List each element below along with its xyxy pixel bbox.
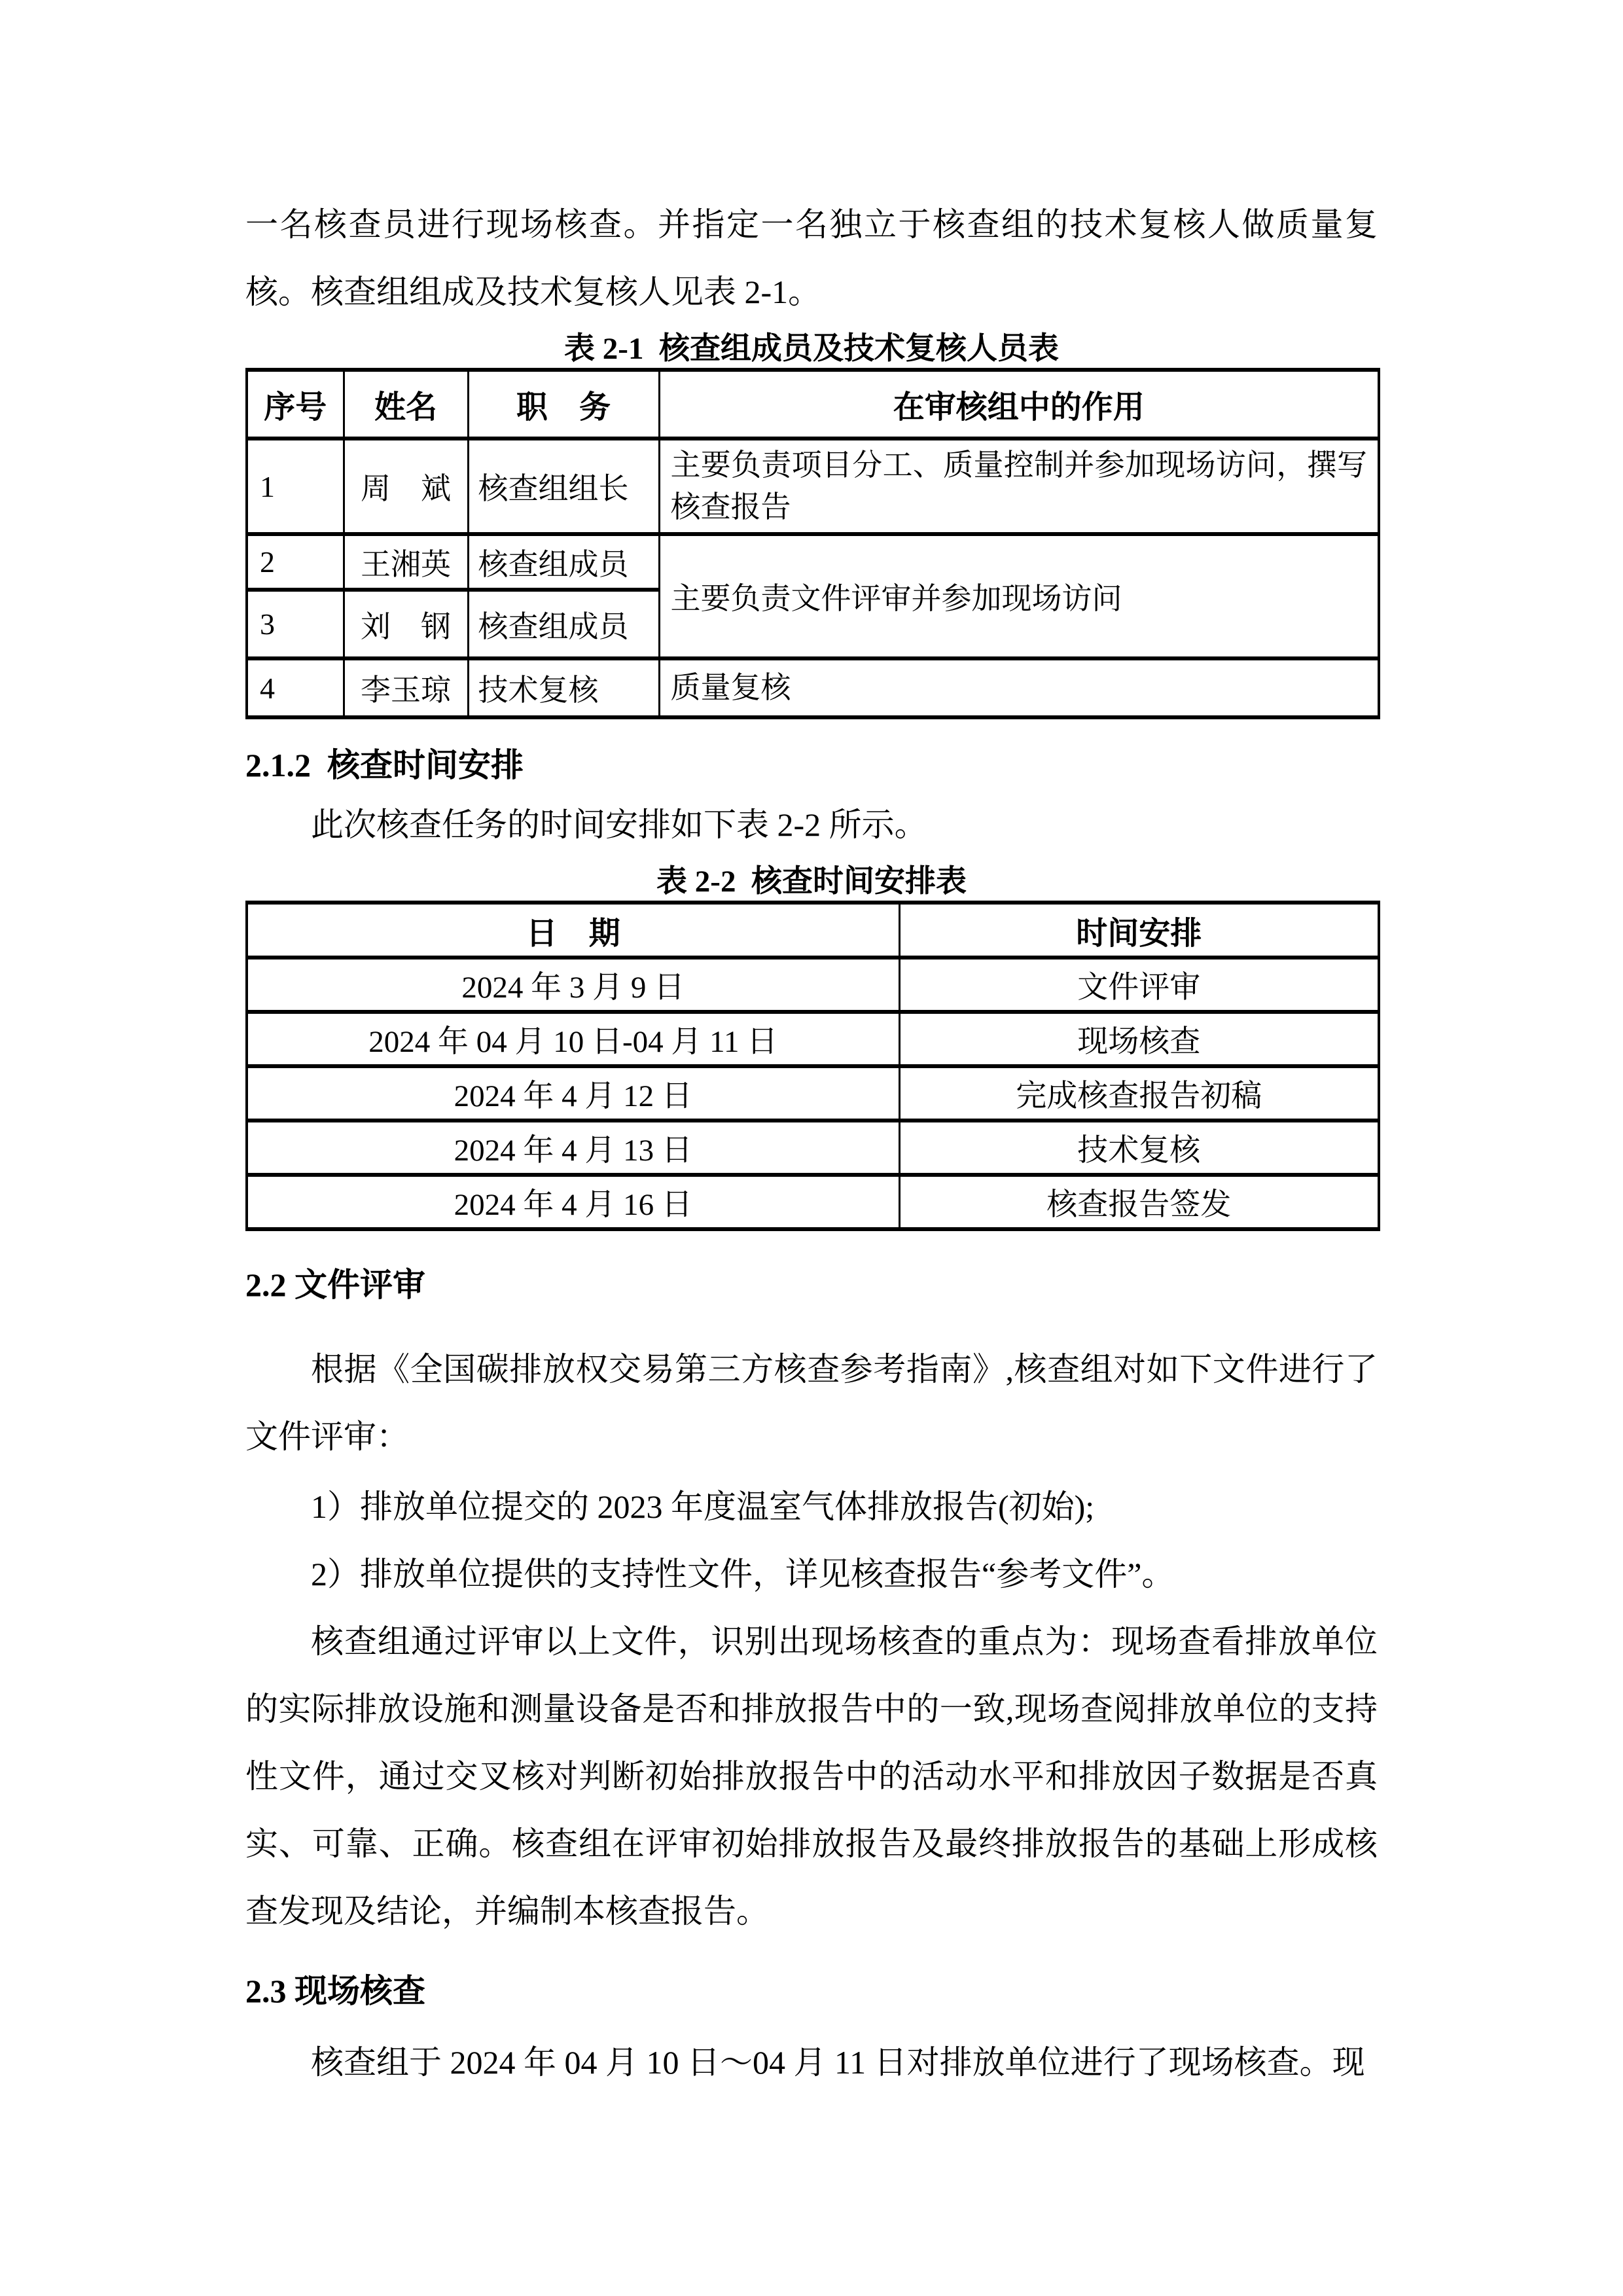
section-heading-2-1-2: 2.1.2 核查时间安排: [245, 747, 524, 783]
cell-arrangement: 技术复核: [899, 1121, 1379, 1175]
table-row: [247, 1121, 1379, 1175]
table-row: [247, 658, 1379, 717]
cell-arrangement: 核查报告签发: [899, 1175, 1379, 1229]
cell-arrangement: 文件评审: [899, 958, 1379, 1012]
table-2-1-title: 表 2-1 核查组成员及技术复核人员表: [564, 332, 1059, 366]
cell-arrangement: 完成核查报告初稿: [899, 1066, 1379, 1121]
table-row: [247, 1175, 1379, 1229]
document-review-paragraph: 根据《全国碳排放权交易第三方核查参考指南》,核查组对如下文件进行了文件评审：: [245, 1351, 1378, 1455]
list-item-1: 1）排放单位提交的 2023 年度温室气体排放报告(初始);: [311, 1488, 1095, 1525]
cell-role-merged: 主要负责文件评审并参加现场访问: [659, 534, 1379, 658]
cell-name: 李玉琼: [344, 658, 468, 717]
cell-name: 王湘英: [344, 534, 468, 590]
site-visit-paragraph: 核查组于 2024 年 04 月 10 日～04 月 11 日对排放单位进行了现场核查。现: [311, 2044, 1365, 2081]
intro-paragraph: 一名核查员进行现场核查。并指定一名独立于核查组的技术复核人做质量复核。核查组组成及技术复核人见表 2-1。: [245, 206, 1378, 310]
cell-name: 周 斌: [344, 439, 468, 534]
cell-no: 3: [247, 590, 344, 658]
table-row: [247, 958, 1379, 1012]
section-heading-2-2: 2.2 文件评审: [245, 1266, 425, 1303]
table-2-2: [245, 901, 1380, 1231]
cell-no: 4: [247, 658, 344, 717]
cell-position: 技术复核: [468, 658, 659, 717]
cell-role: 主要负责项目分工、质量控制并参加现场访问，撰写核查报告: [659, 439, 1379, 534]
table-2-1-header-row: [247, 370, 1379, 439]
header-cell-date: 日 期: [247, 903, 899, 958]
cell-position: 核查组组长: [468, 439, 659, 534]
header-cell-no: 序号: [247, 370, 344, 439]
table-row: [247, 1012, 1379, 1066]
list-item-2: 2）排放单位提供的支持性文件，详见核查报告“参考文件”。: [311, 1556, 1175, 1592]
header-cell-name: 姓名: [344, 370, 468, 439]
cell-date: 2024 年 04 月 10 日-04 月 11 日: [247, 1012, 899, 1066]
cell-position: 核查组成员: [468, 534, 659, 590]
header-cell-role: 在审核组中的作用: [659, 370, 1379, 439]
table-row: [247, 1066, 1379, 1121]
cell-date: 2024 年 4 月 12 日: [247, 1066, 899, 1121]
cell-date: 2024 年 4 月 13 日: [247, 1121, 899, 1175]
table-2-2-header-row: [247, 903, 1379, 958]
cell-no: 2: [247, 534, 344, 590]
review-findings-paragraph: 核查组通过评审以上文件，识别出现场核查的重点为：现场查看排放单位的实际排放设施和测量设备是否和排放报告中的一致,现场查阅排放单位的支持性文件，通过交叉核对判断初始排放报告中的活动水平和排放因子数据是否真实、可靠、正确。核查组在评审初始排放报告及最终排放报告的基础上形成核查发现及结论，并编制本核查报告。: [245, 1623, 1378, 1929]
cell-arrangement: 现场核查: [899, 1012, 1379, 1066]
table-2-2-title: 表 2-2 核查时间安排表: [656, 865, 967, 899]
table-row: [247, 534, 1379, 590]
page-content: [245, 0, 1378, 2096]
cell-no: 1: [247, 439, 344, 534]
header-cell-arrangement: 时间安排: [899, 903, 1379, 958]
table-2-1: [245, 368, 1380, 719]
table-row: [247, 439, 1379, 534]
schedule-paragraph: 此次核查任务的时间安排如下表 2-2 所示。: [311, 806, 927, 843]
cell-position: 核查组成员: [468, 590, 659, 658]
section-heading-2-3: 2.3 现场核查: [245, 1973, 425, 2009]
cell-name: 刘 钢: [344, 590, 468, 658]
cell-date: 2024 年 3 月 9 日: [247, 958, 899, 1012]
cell-date: 2024 年 4 月 16 日: [247, 1175, 899, 1229]
header-cell-position: 职 务: [468, 370, 659, 439]
cell-role: 质量复核: [659, 658, 1379, 717]
